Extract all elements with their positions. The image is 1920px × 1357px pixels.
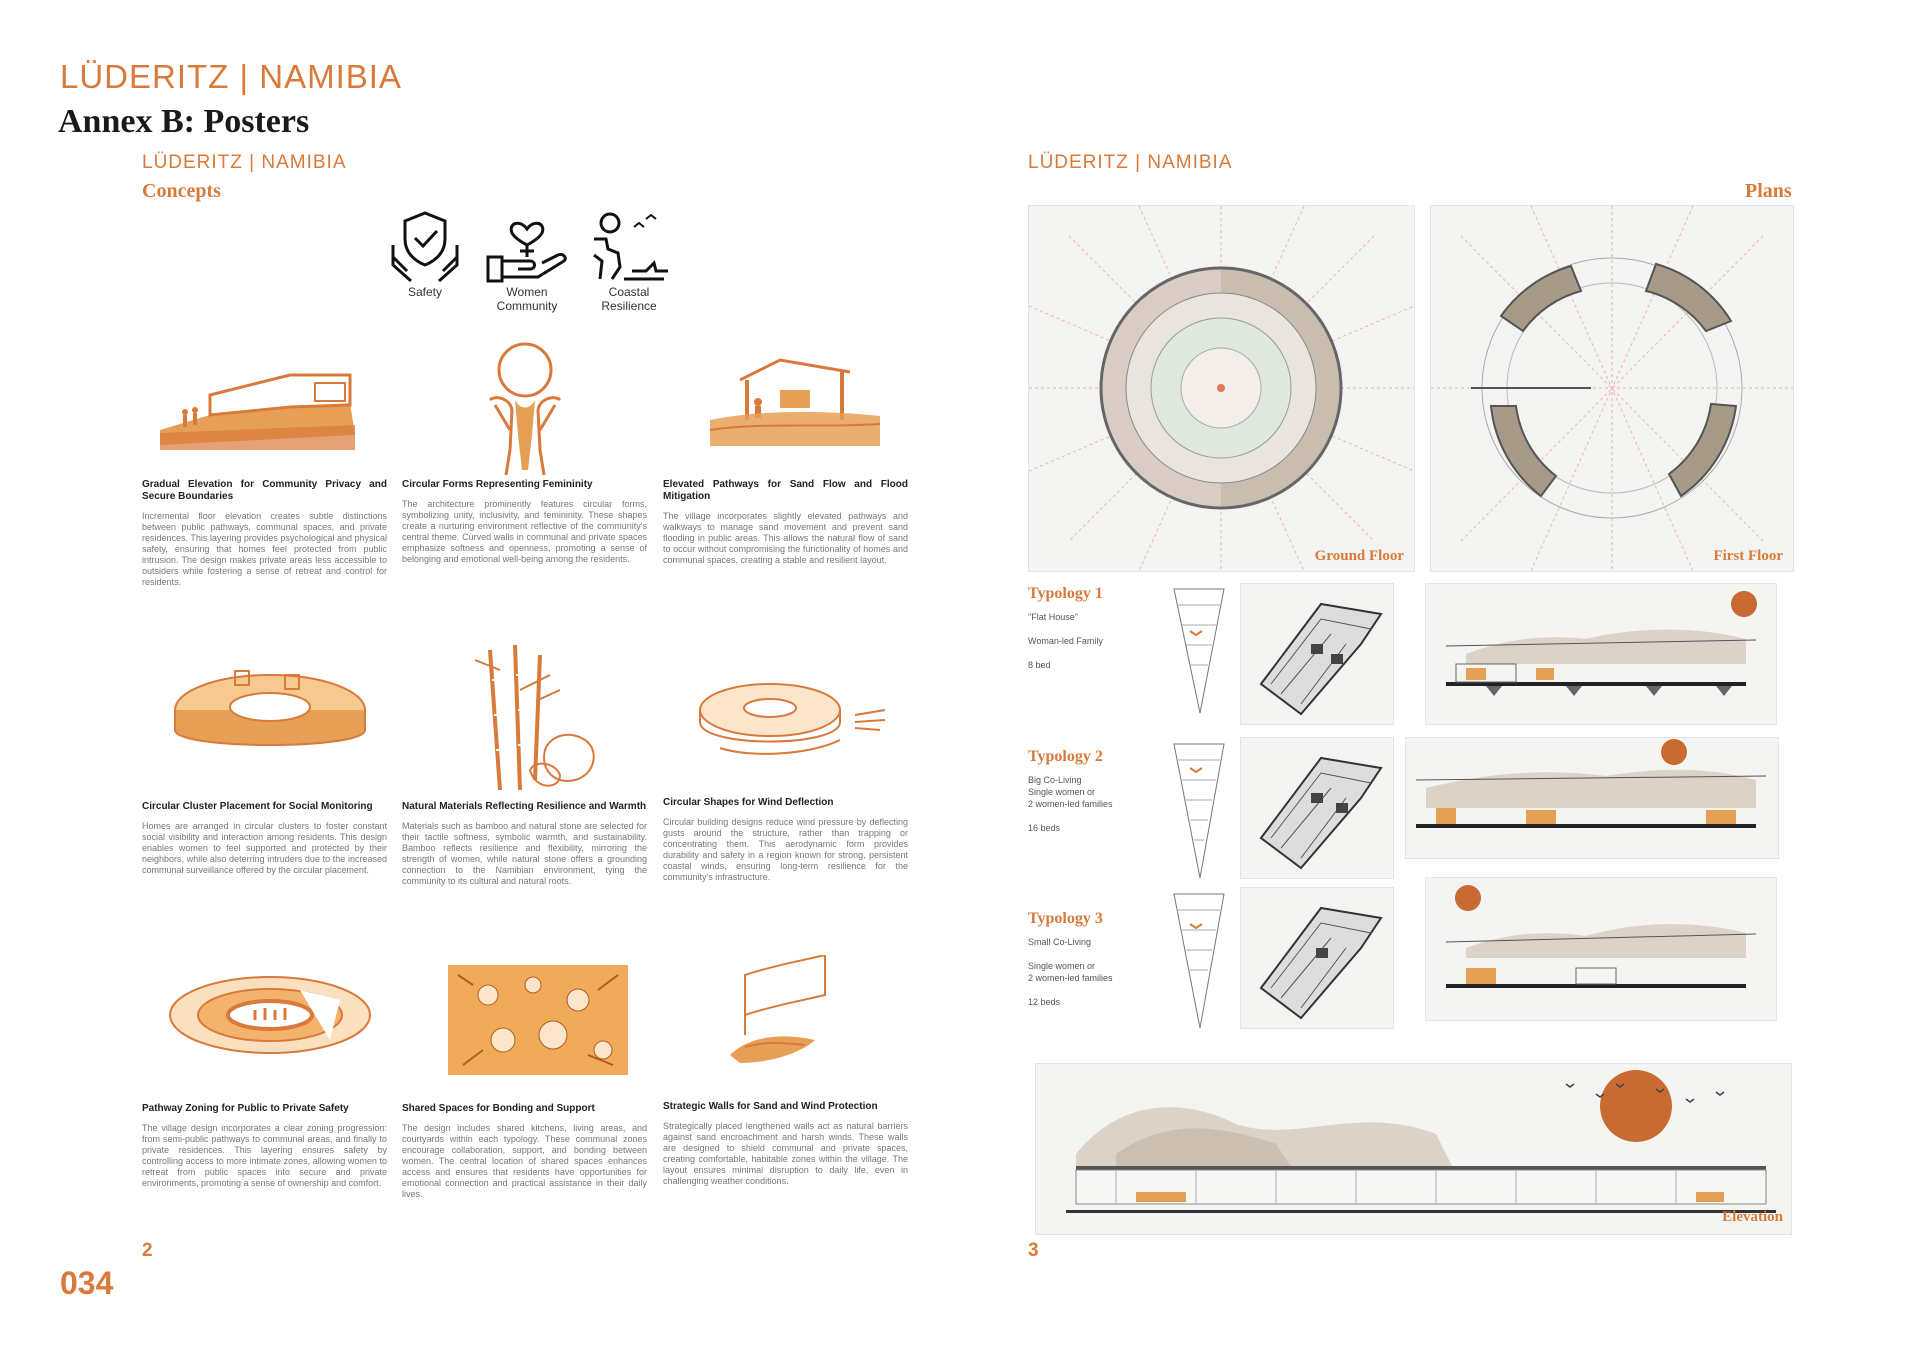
typology-1-section (1425, 583, 1777, 725)
icon-label-coastal-resilience: Coastal Resilience (601, 285, 657, 313)
axonometric-drawing (1241, 584, 1393, 724)
typology-2-info (1028, 748, 1158, 834)
icon-safety (385, 205, 465, 299)
typology-line: 16 beds (1028, 823, 1061, 833)
concept-text: The design includes shared kitchens, living areas, and courtyards within each typology. These communal zones encourage collaboration, support, and bonding between women. The central location of shared spaces enhances access and ensures that residents have opportunities for emotional connection and practical assistance in their daily lives. (402, 1123, 647, 1199)
typology-line: 12 beds (1028, 997, 1061, 1007)
concept-text: Homes are arranged in circular clusters to foster constant social visibility and interaction among residents. This design enables women to feel supported and protected by their neighbors, while also deterring intruders due to the increased communal surveillance offered by the circular placement. (142, 821, 387, 875)
icon-label-safety: Safety (407, 285, 443, 299)
concept-card (142, 479, 387, 588)
concept-text: Circular building designs reduce wind pressure by deflecting gusts around the structure, rather than trapping or concentrating them. This aerodynamic form provides durability and safety in a region known for strong, persistent coastal winds, ensuring long-term resilience for the community's infrastructure. (663, 817, 908, 882)
concept-title: Circular Forms Representing Femininity (402, 479, 593, 490)
typology-line: Single women or (1028, 961, 1096, 971)
right-poster-location: LÜDERITZ | NAMIBIA (1028, 152, 1233, 173)
shield-hands-icon (385, 205, 465, 285)
typology-title: Typology 3 (1028, 910, 1103, 927)
typology-2-section (1405, 737, 1779, 859)
right-poster-page: 3 (1028, 1240, 1039, 1261)
concept-card (663, 479, 908, 566)
typology-2-axonometric (1240, 737, 1394, 879)
concept-card (663, 797, 908, 883)
shared-spaces-illustration (438, 955, 638, 1080)
concept-title: Circular Cluster Placement for Social Monitoring (142, 801, 373, 812)
left-poster-page: 2 (142, 1240, 153, 1261)
bamboo-stone-illustration (460, 640, 610, 795)
wind-deflection-illustration (690, 670, 890, 760)
left-poster-location: LÜDERITZ | NAMIBIA (142, 152, 347, 173)
first-floor-drawing (1431, 206, 1793, 571)
section-drawing (1426, 584, 1776, 724)
concept-card (402, 1103, 647, 1200)
typology-line: 8 bed (1028, 660, 1051, 670)
icon-label-women-community: Women Community (496, 285, 558, 313)
concept-title: Shared Spaces for Bonding and Support (402, 1103, 595, 1114)
typology-line: "Flat House" (1028, 612, 1078, 622)
concept-text: The village design incorporates a clear zoning progression: from semi-public pathways to communal areas, and finally to private residences. This layering ensures safety by controlling access to more intimate zones, allowing women to retreat from public spaces into secure and private environments, promoting a sense of ownership and comfort. (142, 1123, 387, 1188)
femininity-illustration (470, 340, 580, 480)
concept-card (402, 801, 647, 887)
right-poster-section-title: Plans (1745, 180, 1792, 202)
elevation-drawing (1035, 1063, 1792, 1235)
typology-3-axonometric (1240, 887, 1394, 1029)
concept-title: Strategic Walls for Sand and Wind Protection (663, 1101, 878, 1112)
coast-sun-icon (584, 205, 674, 285)
strategic-walls-illustration (725, 955, 835, 1070)
heart-hand-icon (482, 205, 572, 285)
typology-title: Typology 1 (1028, 585, 1103, 602)
concept-text: Materials such as bamboo and natural stone are selected for their tactile softness, symbolic warmth, and sustainability. Bamboo reflects resilience and flexibility, mirroring the strength of women, while natural stone offers a grounding connection to the Namibian environment, tying the community to its cultural and natural roots. (402, 821, 647, 886)
typology-line: Woman-led Family (1028, 636, 1103, 646)
plan-label-ground-floor: Ground Floor (1314, 548, 1404, 564)
concept-text: Strategically placed lengthened walls act as natural barriers against sand encroachment and harsh winds. These walls are designed to shield communal and private spaces, creating comfortable, habitable zones within the village. The layout ensures minimal disruption to daily life, even in challenging weather conditions. (663, 1121, 908, 1186)
page-number: 034 (60, 1265, 114, 1301)
typology-line: Big Co-Living (1028, 775, 1082, 785)
typology-3-section (1425, 877, 1777, 1021)
pathway-zoning-illustration (160, 970, 380, 1070)
document-location-title: LÜDERITZ | NAMIBIA (60, 58, 402, 95)
axonometric-drawing (1241, 738, 1393, 878)
concept-title: Circular Shapes for Wind Deflection (663, 797, 834, 808)
typology-1-axonometric (1240, 583, 1394, 725)
elevation-label: Elevation (1722, 1209, 1783, 1225)
icon-coastal-resilience (584, 205, 674, 313)
axonometric-drawing (1241, 888, 1393, 1028)
icon-women-community (482, 205, 572, 313)
typology-2-wedge-plan (1172, 740, 1227, 880)
concept-title: Natural Materials Reflecting Resilience and Warmth (402, 801, 647, 812)
plan-label-first-floor: First Floor (1713, 548, 1783, 564)
elevation-svg (1036, 1064, 1791, 1234)
concept-card (142, 1103, 387, 1189)
left-poster-section-title: Concepts (142, 180, 221, 202)
section-drawing (1426, 878, 1776, 1020)
elevation-illustration (150, 355, 380, 455)
ground-floor-plan (1028, 205, 1415, 572)
typology-line: Small Co-Living (1028, 937, 1092, 947)
concept-card (142, 801, 387, 876)
concept-text: Incremental floor elevation creates subtle distinctions between public pathways, communal spaces, and private residences. This layering provides psychological and physical safety, ensuring that homes feel protected from public intrusion. The design makes private areas less accessible to outsiders while fostering a sense of retreat and control for residents. (142, 511, 387, 587)
typology-title: Typology 2 (1028, 748, 1103, 765)
concept-title: Elevated Pathways for Sand Flow and Flood Mitigation (663, 479, 908, 502)
elevated-pathway-illustration (700, 350, 900, 450)
concept-title: Gradual Elevation for Community Privacy and Secure Boundaries (142, 479, 387, 502)
concept-text: The village incorporates slightly elevated pathways and walkways to manage sand movement and prevent sand flooding in public areas. This allows the natural flow of sand to occur without compromising the functionality of homes and communal spaces, creating a stable and resilient layout. (663, 511, 908, 565)
typology-1-info (1028, 585, 1158, 671)
concept-title: Pathway Zoning for Public to Private Safety (142, 1103, 349, 1114)
typology-line: Single women or (1028, 787, 1096, 797)
concept-card (402, 479, 647, 565)
first-floor-plan (1430, 205, 1794, 572)
concept-card (663, 1101, 908, 1187)
annex-title: Annex B: Posters (58, 103, 310, 140)
typology-3-wedge-plan (1172, 890, 1227, 1030)
ground-floor-drawing (1029, 206, 1414, 571)
section-drawing (1406, 738, 1778, 858)
typology-1-wedge-plan (1172, 585, 1227, 715)
circular-cluster-illustration (160, 655, 380, 770)
typology-3-info (1028, 910, 1158, 1008)
typology-line: 2 women-led families (1028, 799, 1113, 809)
typology-line: 2 women-led families (1028, 973, 1113, 983)
concept-text: The architecture prominently features circular forms, symbolizing unity, inclusivity, and femininity. These shapes create a nurturing environment reflective of the community's central theme. Curved walls in communal and private spaces emphasize softness and openness, promoting a sense of belonging and emotional well-being among the residents. (402, 499, 647, 564)
